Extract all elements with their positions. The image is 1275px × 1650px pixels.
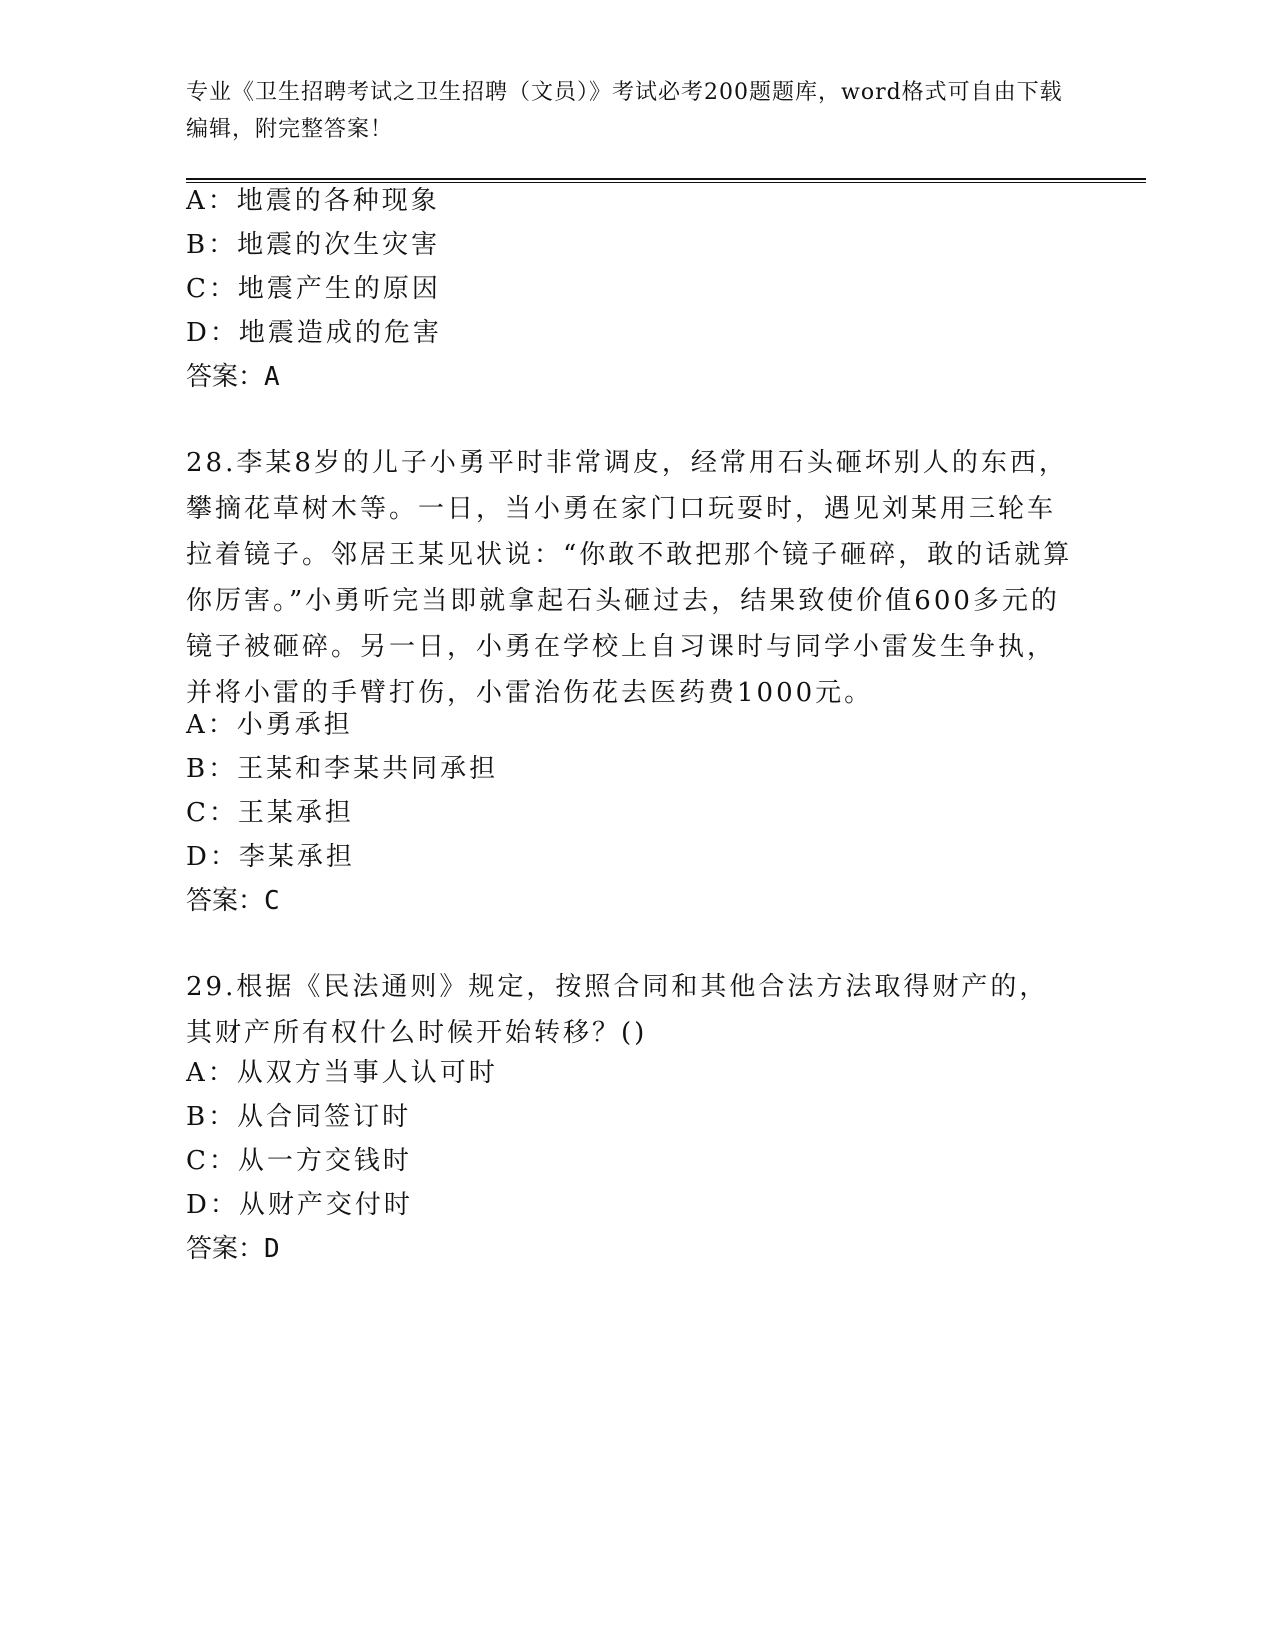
document-header: 专业《卫生招聘考试之卫生招聘（文员）》考试必考200题题库，word格式可自由下载编辑，附完整答案！ — [186, 80, 1063, 142]
q28-option-d: D：李某承担 — [186, 842, 355, 872]
q28-stem: 28.李某8岁的儿子小勇平时非常调皮，经常用石头砸坏别人的东西，攀摘花草树木等。一日，当小勇在家门口玩耍时，遇见刘某用三轮车拉着镜子。邻居王某见状说：“你敢不敢把那个镜子砸碎，敢的话就算你厉害。”小勇听完当即就拿起石头砸过去，结果致使价值600多元的镜子被砸碎。另一日，小勇在学校上自习课时与同学小雷发生争执，并将小雷的手臂打伤，小雷治伤花去医药费1000元。 — [186, 448, 1073, 708]
q29-answer — [186, 1226, 280, 1272]
q27-answer-value: A — [264, 362, 280, 392]
q29-answer-label: 答案： — [186, 1234, 265, 1264]
q27-answer — [186, 354, 280, 400]
q28-option-b: B：王某和李某共同承担 — [186, 754, 499, 784]
q27-answer-label: 答案： — [186, 362, 265, 392]
q28-option-c: C：王某承担 — [186, 798, 354, 828]
q29-option-a: A：从双方当事人认可时 — [186, 1058, 498, 1088]
q28-option-a: A：小勇承担 — [186, 710, 353, 740]
q29-stem: 29.根据《民法通则》规定，按照合同和其他合法方法取得财产的，其财产所有权什么时候开始转移？() — [186, 972, 1049, 1048]
q29-option-d: D：从财产交付时 — [186, 1190, 413, 1220]
q27-option-a: A：地震的各种现象 — [186, 186, 440, 216]
q27-option-b: B：地震的次生灾害 — [186, 230, 441, 260]
q29-option-b: B：从合同签订时 — [186, 1102, 412, 1132]
q27-option-c: C：地震产生的原因 — [186, 274, 441, 304]
q29-answer-value: D — [264, 1234, 280, 1264]
q29-option-c: C：从一方交钱时 — [186, 1146, 412, 1176]
q28-answer-value: C — [264, 886, 280, 916]
q27-option-d: D：地震造成的危害 — [186, 318, 442, 348]
q28-answer — [186, 878, 280, 924]
q28-answer-label: 答案： — [186, 886, 265, 916]
